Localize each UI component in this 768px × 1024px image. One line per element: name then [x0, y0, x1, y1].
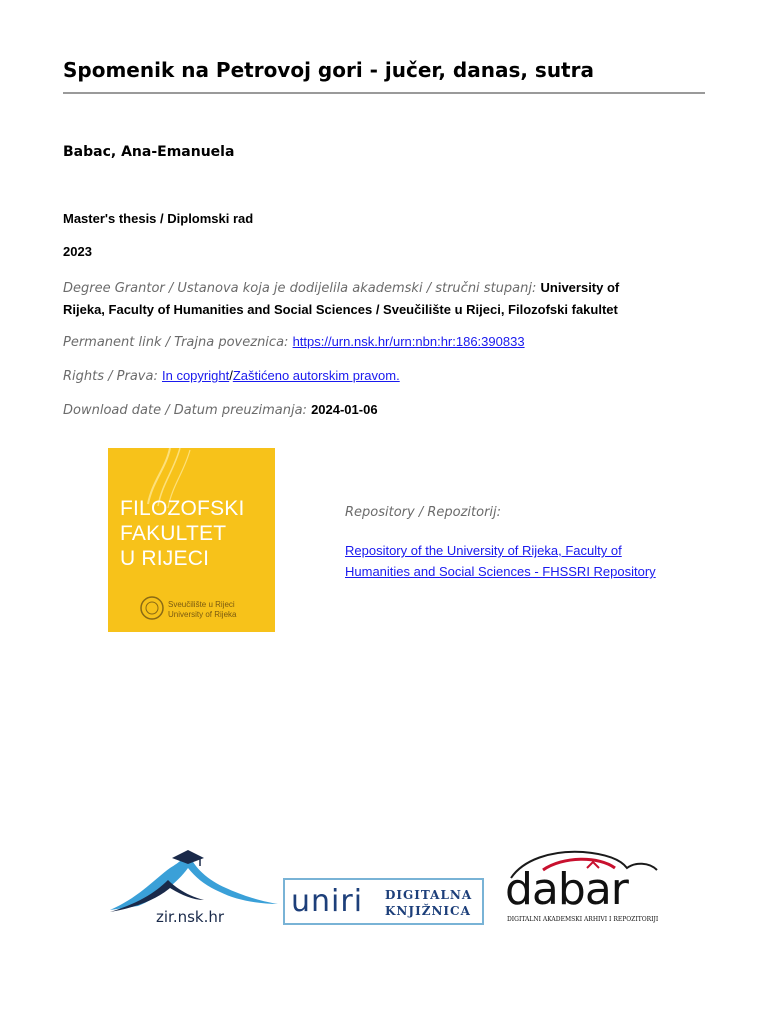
rights-link-in-copyright[interactable]: In copyright [161, 368, 230, 383]
permanent-link-row [63, 331, 713, 353]
permanent-link-label: Permanent link / Trajna poveznica: [63, 335, 289, 350]
uniri-logo-line-2: KNJIŽNICA [385, 904, 471, 918]
rights-link-zasticeno[interactable]: Zaštićeno autorskim pravom. [232, 368, 400, 383]
dabar-logo [503, 848, 663, 926]
document-title: Spomenik na Petrovoj gori - jučer, danas, sutra [63, 58, 594, 82]
graduation-cap-icon [172, 850, 204, 864]
degree-grantor [63, 277, 713, 321]
uniri-digital-library-logo [283, 878, 484, 925]
rights-row [63, 365, 713, 387]
dabar-logo-caption: DIGITALNI AKADEMSKI ARHIVI I REPOZITORIJI [507, 916, 659, 923]
download-date-row [63, 399, 713, 421]
repository-link-line-1[interactable]: Repository of the University of Rijeka, Faculty of [345, 543, 622, 558]
faculty-logo-line-2: FAKULTET [120, 522, 227, 545]
thesis-type: Master's thesis / Diplomski rad [63, 211, 254, 226]
rights-label: Rights / Prava: [63, 369, 158, 384]
uniri-logo-word: uniri [291, 884, 364, 919]
uniri-logo-line-1: DIGITALNA [385, 888, 473, 902]
repository-link-line-2[interactable]: Humanities and Social Sciences - FHSSRI Repository [345, 564, 656, 579]
zir-logo [108, 838, 280, 930]
repository-link[interactable] [345, 541, 675, 583]
permanent-link[interactable]: https://urn.nsk.hr/urn:nbn:hr:186:390833 [292, 334, 525, 349]
degree-grantor-value-2: Rijeka, Faculty of Humanities and Social Sciences / Sveučilište u Rijeci, Filozofski fakultet [63, 302, 618, 317]
rights-separator: / [229, 368, 233, 383]
faculty-logo-line-1: FILOZOFSKI [120, 497, 245, 520]
faculty-logo [108, 448, 275, 632]
zir-logo-text: zir.nsk.hr [156, 908, 225, 926]
degree-grantor-value-1: University of [540, 280, 620, 295]
repository-label: Repository / Repozitorij: [345, 505, 502, 520]
faculty-logo-line-3: U RIJECI [120, 547, 210, 570]
faculty-logo-sub-2: University of Rijeka [168, 610, 237, 619]
degree-grantor-label: Degree Grantor / Ustanova koja je dodijelila akademski / stručni stupanj: [63, 281, 537, 296]
faculty-logo-sub-1: Sveučilište u Rijeci [168, 600, 235, 609]
author-name: Babac, Ana-Emanuela [63, 144, 235, 160]
dabar-logo-word: dabar [505, 864, 628, 915]
thesis-year: 2023 [63, 244, 92, 259]
title-divider [63, 92, 705, 94]
download-date-value: 2024-01-06 [311, 402, 378, 417]
download-date-label: Download date / Datum preuzimanja: [63, 403, 307, 418]
